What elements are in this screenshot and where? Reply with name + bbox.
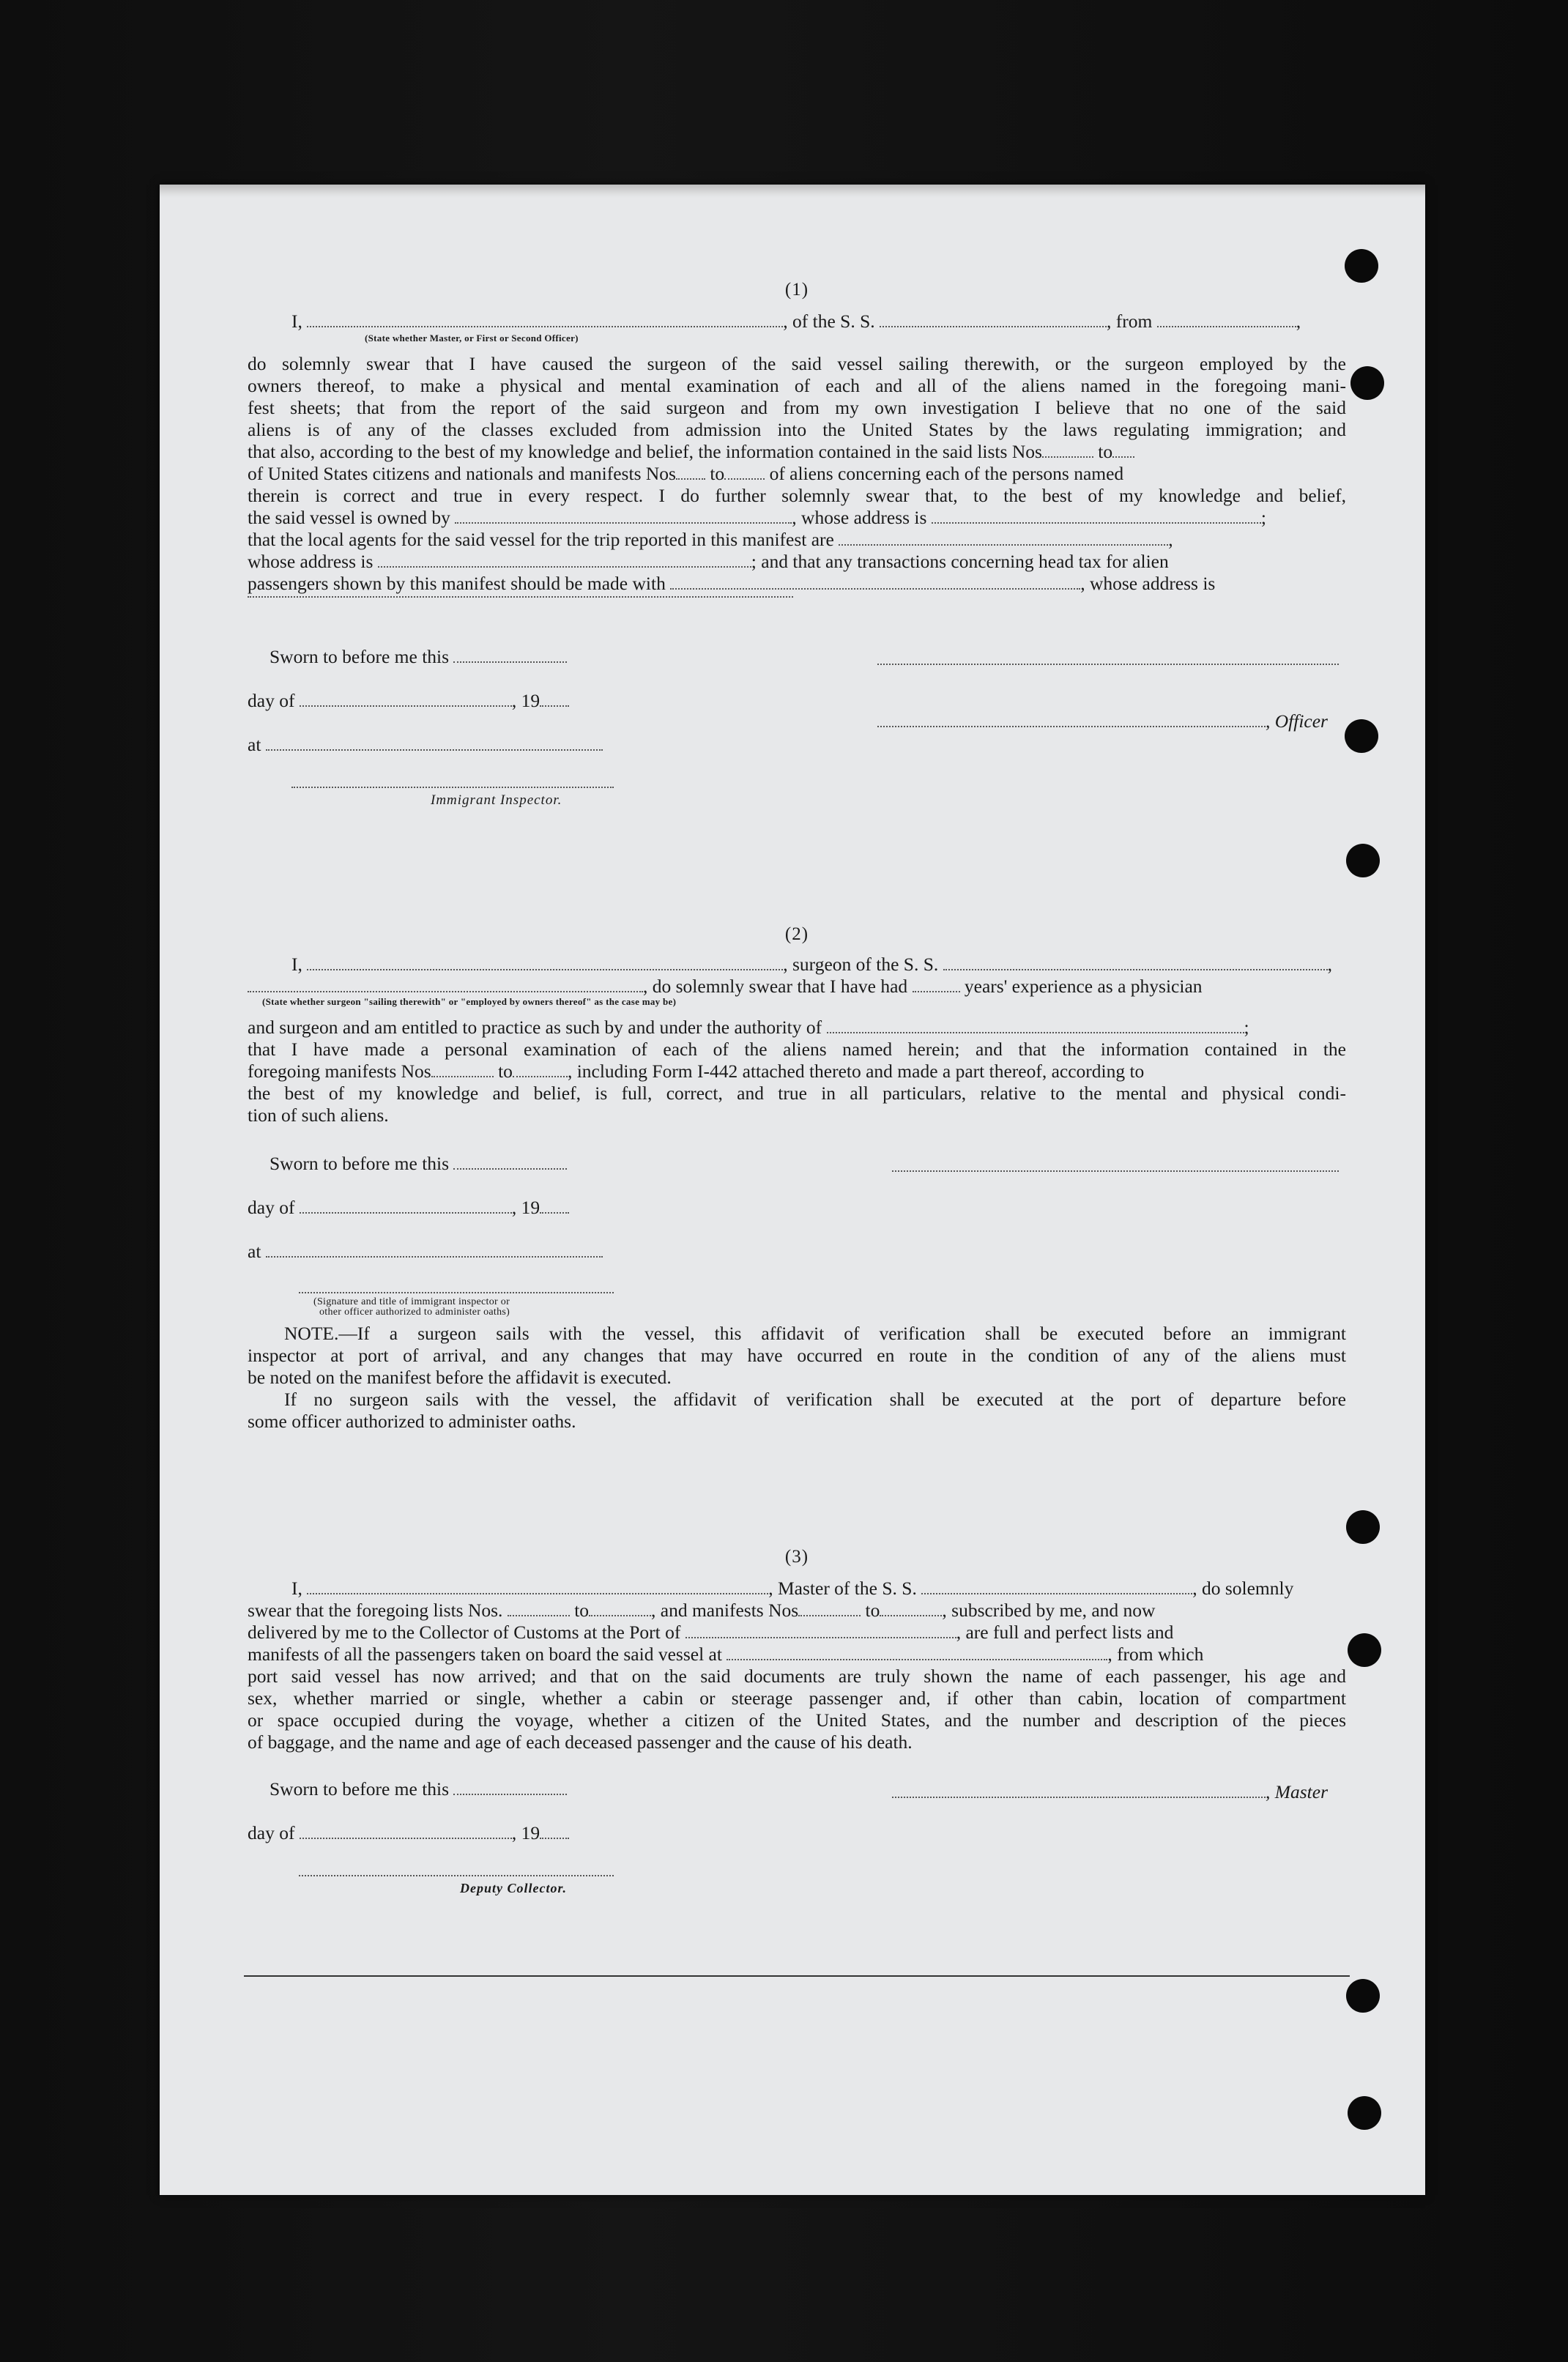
note-line: If no surgeon sails with the vessel, the affidavit of verification shall be executed at the port of departure before: [284, 1389, 1346, 1410]
sworn-line: Sworn to before me this: [270, 1153, 709, 1175]
punch-hole: [1346, 1510, 1380, 1544]
body-line: fest sheets; that from the report of the said surgeon and from my own investigation I believe that no one of the said: [248, 397, 1346, 418]
affidavit-section-3: [248, 1547, 1346, 2103]
body-line: the said vessel is owned by , whose address is ;: [248, 507, 1266, 528]
manifests-to-field[interactable]: [724, 465, 765, 480]
lists-from-field[interactable]: [1042, 443, 1093, 458]
instruction-note: (State whether Master, or First or Second Officer): [365, 333, 579, 343]
note-line: NOTE.—If a surgeon sails with the vessel, this affidavit of verification shall be executed before an immigrant: [284, 1323, 1346, 1344]
place-field[interactable]: [266, 736, 603, 751]
manifests-to-field[interactable]: [880, 1602, 942, 1616]
inspector-signature-field[interactable]: [291, 785, 614, 788]
sworn-day-field[interactable]: [453, 1155, 567, 1170]
punch-hole: [1346, 1979, 1380, 2013]
lists-from-field[interactable]: [508, 1602, 570, 1616]
punch-hole: [1346, 844, 1380, 877]
signature-caption: Immigrant Inspector.: [431, 792, 562, 808]
oath-line: I, , Master of the S. S. , do solemnly: [291, 1578, 1294, 1599]
surgeon-name-field[interactable]: [307, 956, 783, 970]
body-line: therein is correct and true in every respect. I do further solemnly swear that, to the best of my knowledge and belief,: [248, 485, 1346, 506]
date-line: day of , 19: [248, 1822, 687, 1844]
body-line: the best of my knowledge and belief, is full, correct, and true in all particulars, relative to the mental and physical condi-: [248, 1082, 1346, 1104]
sworn-line: Sworn to before me this: [270, 1778, 709, 1800]
inspector-signature-field[interactable]: [299, 1290, 614, 1293]
vessel-field[interactable]: [943, 956, 1328, 970]
punch-hole: [1345, 249, 1378, 283]
affidavit-section-1: [248, 280, 1346, 1012]
body-line: passengers shown by this manifest should be made with , whose address is: [248, 573, 1216, 594]
vessel-field[interactable]: [880, 313, 1107, 327]
manifests-from-field[interactable]: [676, 465, 705, 480]
body-line: and surgeon and am entitled to practice as such by and under the authority of ;: [248, 1017, 1249, 1038]
manifests-from-field[interactable]: [798, 1602, 861, 1616]
note-line: some officer authorized to administer oaths.: [248, 1411, 576, 1432]
body-line: aliens is of any of the classes excluded from admission into the United States by the laws regulating immigration; and: [248, 419, 1346, 440]
signature-caption: other officer authorized to administer oaths): [319, 1307, 510, 1318]
years-field[interactable]: [913, 978, 960, 992]
master-line: , Master: [892, 1781, 1346, 1803]
lists-to-field[interactable]: [1112, 443, 1134, 458]
body-line: tion of such aliens.: [248, 1104, 389, 1126]
head-tax-party-field[interactable]: [670, 575, 1080, 590]
owner-address-field[interactable]: [932, 509, 1261, 524]
signature-field[interactable]: [877, 662, 1339, 665]
section-number: (1): [784, 280, 809, 300]
oath-line: delivered by me to the Collector of Customs at the Port of , are full and perfect lists and: [248, 1622, 1174, 1643]
oath-line: manifests of all the passengers taken on board the said vessel at , from which: [248, 1644, 1204, 1665]
body-line: port said vessel has now arrived; and that on the said documents are truly shown the name of each passenger, his age and: [248, 1665, 1346, 1687]
year-field[interactable]: [540, 692, 569, 707]
body-line: or space occupied during the voyage, whether a citizen of the United States, and the number and description of the pieces: [248, 1709, 1346, 1731]
agents-address-field[interactable]: [378, 553, 751, 568]
body-line: foregoing manifests Nos to , including Form I-442 attached thereto and made a part thereof, according to: [248, 1061, 1145, 1082]
embarkation-port-field[interactable]: [727, 1646, 1107, 1660]
sworn-day-field[interactable]: [453, 1780, 567, 1795]
section-number: (3): [784, 1547, 809, 1567]
manifests-from-field[interactable]: [431, 1063, 494, 1077]
owner-field[interactable]: [455, 509, 792, 524]
officer-signature-field[interactable]: [877, 713, 1266, 727]
punch-hole: [1345, 719, 1378, 753]
signature-caption: (Signature and title of immigrant inspector or: [313, 1296, 510, 1307]
body-line: owners thereof, to make a physical and mental examination of each and all of the aliens named in the foregoing mani-: [248, 375, 1346, 396]
punch-hole: [1348, 1633, 1381, 1667]
affidavit-section-2: [248, 924, 1346, 1481]
vessel-field[interactable]: [921, 1580, 1192, 1594]
month-field[interactable]: [300, 1824, 512, 1839]
body-line: that the local agents for the said vessel for the trip reported in this manifest are ,: [248, 529, 1173, 550]
month-field[interactable]: [300, 692, 512, 707]
signature-field[interactable]: [892, 1169, 1339, 1172]
date-line: day of , 19: [248, 1197, 687, 1219]
section-number: (2): [784, 924, 809, 944]
officer-line: , Officer: [877, 710, 1346, 732]
note-line: inspector at port of arrival, and any changes that may have occurred en route in the condition of any of the aliens must: [248, 1345, 1346, 1366]
address-continuation-field[interactable]: [248, 595, 793, 598]
from-field[interactable]: [1157, 313, 1296, 327]
master-signature-field[interactable]: [892, 1783, 1266, 1798]
year-field[interactable]: [540, 1824, 569, 1839]
punch-hole: [1348, 2096, 1381, 2130]
body-line: that I have made a personal examination of each of the aliens named herein; and that the information contained in the: [248, 1039, 1346, 1060]
agents-field[interactable]: [839, 531, 1168, 546]
body-line: sex, whether married or single, whether a cabin or steerage passenger and, if other than cabin, location of compartment: [248, 1687, 1346, 1709]
body-line: whose address is ; and that any transactions concerning head tax for alien: [248, 551, 1169, 572]
signature-caption: Deputy Collector.: [460, 1881, 567, 1895]
place-line: at: [248, 734, 687, 756]
document-page: [160, 185, 1425, 2195]
oath-line: swear that the foregoing lists Nos. to , and manifests Nos to , subscribed by me, and now: [248, 1600, 1156, 1621]
oath-line: , do solemnly swear that I have had years' experience as a physician: [248, 976, 1346, 998]
month-field[interactable]: [300, 1199, 512, 1214]
surgeon-status-field[interactable]: [248, 978, 643, 992]
lists-to-field[interactable]: [589, 1602, 651, 1616]
master-name-field[interactable]: [307, 1580, 768, 1594]
instruction-note: (State whether surgeon "sailing therewith" or "employed by owners thereof" as the case may be): [262, 996, 677, 1007]
body-line: that also, according to the best of my knowledge and belief, the information contained in the said lists Nos to: [248, 441, 1346, 463]
authority-field[interactable]: [827, 1019, 1244, 1033]
manifests-to-field[interactable]: [513, 1063, 568, 1077]
punch-hole: [1350, 366, 1384, 400]
year-field[interactable]: [540, 1199, 569, 1214]
oath-line: I, , surgeon of the S. S. ,: [291, 954, 1333, 975]
bottom-rule: [244, 1975, 1350, 1977]
body-line: of baggage, and the name and age of each deceased passenger and the cause of his death.: [248, 1731, 913, 1753]
place-field[interactable]: [266, 1243, 603, 1258]
port-field[interactable]: [685, 1624, 956, 1638]
name-field[interactable]: [307, 313, 783, 327]
date-line: day of , 19: [248, 690, 687, 712]
oath-line: I, , of the S. S. , from ,: [291, 311, 1301, 332]
body-line: of United States citizens and nationals and manifests Nos to of aliens concerning each of the persons named: [248, 463, 1124, 484]
sworn-day-field[interactable]: [453, 648, 567, 663]
note-line: be noted on the manifest before the affidavit is executed.: [248, 1367, 672, 1388]
collector-signature-field[interactable]: [299, 1873, 614, 1876]
body-line: do solemnly swear that I have caused the surgeon of the said vessel sailing therewith, or the surgeon employed by the: [248, 353, 1346, 374]
sworn-line: Sworn to before me this: [270, 646, 709, 668]
place-line: at: [248, 1241, 687, 1263]
